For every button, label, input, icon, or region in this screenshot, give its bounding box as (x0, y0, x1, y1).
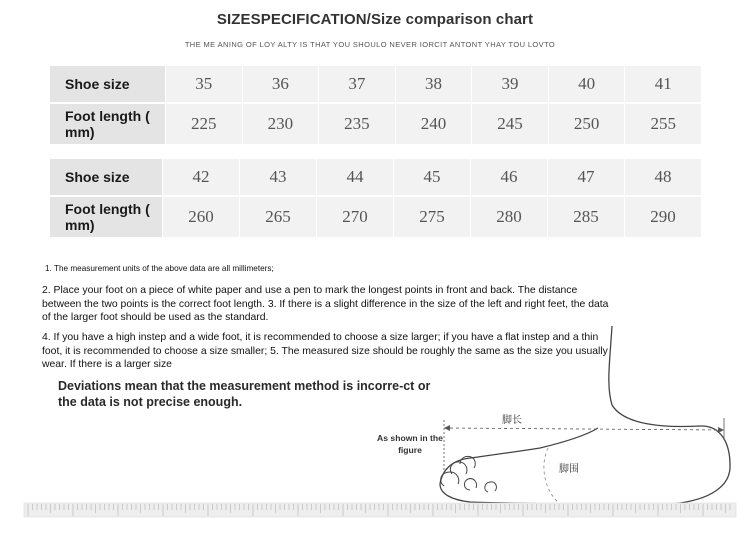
length-cell: 255 (625, 104, 702, 146)
ruler (24, 503, 736, 517)
length-cell: 260 (163, 197, 240, 239)
toe-shape (464, 479, 476, 490)
length-cell: 230 (243, 104, 320, 146)
size-cell: 43 (240, 159, 317, 197)
toe-shape (485, 482, 497, 492)
foot-length-header: Foot length ( mm) (50, 104, 166, 146)
toe-shape (441, 472, 459, 486)
length-cell: 265 (240, 197, 317, 239)
foot-length-header: Foot length ( mm) (50, 197, 163, 239)
shoe-size-header: Shoe size (50, 66, 166, 104)
length-cell: 270 (317, 197, 394, 239)
size-cell: 35 (166, 66, 243, 104)
length-cell: 225 (166, 104, 243, 146)
arrow-head-left (444, 425, 450, 431)
page-subtitle: THE ME ANING OF LOY ALTY IS THAT YOU SHOULO NEVER IORCIT ANTONT YHAY TOU LOVTO (184, 40, 556, 49)
size-cell: 39 (472, 66, 549, 104)
foot-girth-label: 脚围 (559, 464, 579, 475)
arrow-head-right (718, 427, 724, 433)
size-cell: 45 (394, 159, 471, 197)
girth-curve (544, 448, 560, 504)
foot-length-label: 脚长 (502, 415, 522, 426)
size-cell: 36 (243, 66, 320, 104)
size-cell: 41 (625, 66, 702, 104)
size-cell: 46 (471, 159, 548, 197)
length-cell: 275 (394, 197, 471, 239)
figure-label: As shown in the figure (377, 433, 443, 455)
length-cell: 280 (471, 197, 548, 239)
size-cell: 37 (319, 66, 396, 104)
shoe-size-header: Shoe size (50, 159, 163, 197)
note-1: 1. The measurement units of the above data are all millimeters; (45, 264, 274, 273)
size-cell: 38 (396, 66, 473, 104)
length-cell: 285 (548, 197, 625, 239)
length-cell: 250 (549, 104, 626, 146)
size-cell: 48 (625, 159, 702, 197)
note-3: 4. If you have a high instep and a wide foot, it is recommended to choose a size larger; if you have a flat instep and a thin foot, it is recommended to choose a size smaller; 5. The measured size should be roughly the same as the size you usually wear. If there is a larger size (42, 332, 608, 371)
size-cell: 40 (549, 66, 626, 104)
page-title: SIZESPECIFICATION/Size comparison chart (216, 11, 534, 28)
note-2: 2. Place your foot on a piece of white paper and use a pen to mark the longest points in front and back. The distance between the two points is the correct foot length. 3. If there is a slight difference in the size of the left and right feet, the data of the larger foot should be used as the standard. (42, 285, 609, 324)
length-arrow (444, 428, 724, 430)
length-cell: 290 (625, 197, 702, 239)
size-cell: 44 (317, 159, 394, 197)
length-cell: 240 (396, 104, 473, 146)
foot-outline (440, 326, 730, 505)
size-cell: 47 (548, 159, 625, 197)
deviation-note: Deviations mean that the measurement method is incorre-ct or the data is not precise enough. (58, 379, 431, 409)
length-cell: 245 (472, 104, 549, 146)
size-cell: 42 (163, 159, 240, 197)
length-cell: 235 (319, 104, 396, 146)
